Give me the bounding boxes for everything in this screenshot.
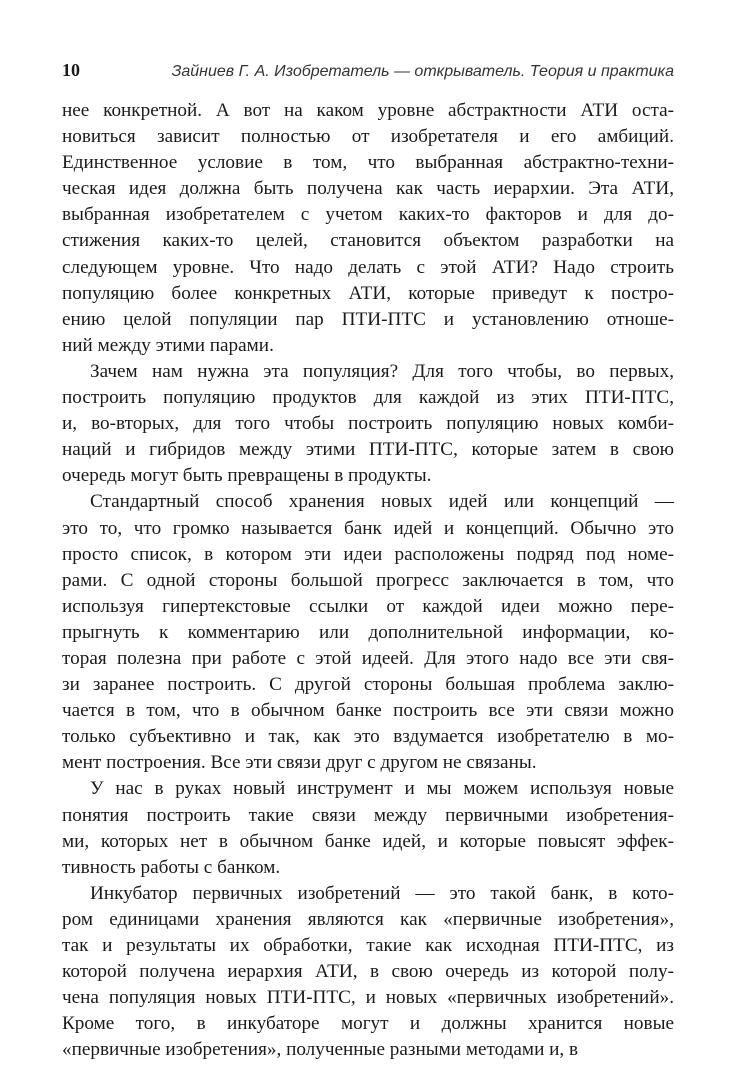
text-line: ению целой популяции пар ПТИ-ПТС и установлению отноше- xyxy=(62,308,674,330)
text-line: понятия построить такие связи между первичными изобретения- xyxy=(62,804,674,826)
text-line: Зачем нам нужна эта популяция? Для того чтобы, во первых, xyxy=(90,360,674,382)
text-line: используя гипертекстовые ссылки от каждой идеи можно пере- xyxy=(62,595,674,617)
text-line: нее конкретной. А вот на каком уровне абстрактности АТИ оста- xyxy=(62,100,674,121)
text-line: следующем уровне. Что надо делать с этой АТИ? Надо строить xyxy=(62,256,674,278)
paragraph xyxy=(62,776,674,880)
text-line: стижения каких-то целей, становится объектом разработки на xyxy=(62,230,674,252)
text-line: чается в том, что в обычном банке построить все эти связи можно xyxy=(62,700,674,722)
text-line: Инкубатор первичных изобретений — это такой банк, в кото- xyxy=(90,882,674,904)
text-line: только субъективно и так, как это вздумается изобретателю в мо- xyxy=(62,726,674,748)
running-head-title: Изобретатель — открыватель. Теория и практика xyxy=(274,63,674,80)
text-line: выбранная изобретателем с учетом каких-то факторов и для до- xyxy=(62,204,674,226)
text-line: «первичные изобретения», полученные разными методами и, в xyxy=(62,1039,579,1061)
text-line: которой получена иерархия АТИ, в свою очередь из которой полу- xyxy=(62,961,674,983)
text-line: ческая идея должна быть получена как часть иерархии. Эта АТИ, xyxy=(62,178,674,200)
text-line: это то, что громко называется банк идей и концепций. Обычно это xyxy=(62,517,674,539)
paragraph xyxy=(62,359,674,489)
running-head xyxy=(172,63,674,81)
text-line: и, во-вторых, для того чтобы построить популяцию новых комби- xyxy=(62,413,674,435)
text-line: У нас в руках новый инструмент и мы можем используя новые xyxy=(90,778,674,800)
text-line: ром единицами хранения являются как «первичные изобретения», xyxy=(62,908,674,930)
text-line: построить популяцию продуктов для каждой из этих ПТИ-ПТС, xyxy=(62,387,674,409)
text-line: Кроме того, в инкубаторе могут и должны хранится новые xyxy=(62,1013,674,1035)
paragraph xyxy=(62,881,674,1064)
text-line: чена популяция новых ПТИ-ПТС, и новых «первичных изобретений». xyxy=(62,987,674,1009)
text-line: рами. С одной стороны большой прогресс заключается в том, что xyxy=(62,569,674,591)
text-line: ний между этими парами. xyxy=(62,334,274,356)
text-line: новиться зависит полностью от изобретателя и его амбиций. xyxy=(62,126,674,148)
text-line: Единственное условие в том, что выбранная абстрактно-техни- xyxy=(62,152,674,174)
text-line: просто список, в котором эти идеи расположены подряд под номе- xyxy=(62,543,674,565)
page-number: 10 xyxy=(62,60,80,80)
paragraph xyxy=(62,98,674,359)
text-line: очередь могут быть превращены в продукты. xyxy=(62,465,432,487)
page-header xyxy=(62,60,674,81)
running-head-author: Зайниев Г. А. xyxy=(171,63,270,80)
text-line: тивность работы с банком. xyxy=(62,856,281,878)
text-line: зи заранее построить. С другой стороны большая проблема заклю- xyxy=(62,674,674,696)
text-line: мент построения. Все эти связи друг с другом не связаны. xyxy=(62,752,537,774)
text-line: прыгнуть к комментарию или дополнительной информации, ко- xyxy=(62,621,674,643)
body-text xyxy=(62,98,674,1063)
text-line: наций и гибридов между этими ПТИ-ПТС, которые затем в свою xyxy=(62,439,674,461)
text-line: Стандартный способ хранения новых идей или концепций — xyxy=(90,491,674,513)
paragraph xyxy=(62,489,674,776)
text-line: так и результаты их обработки, такие как исходная ПТИ-ПТС, из xyxy=(62,935,674,956)
text-line: торая полезна при работе с этой идеей. Для этого надо все эти свя- xyxy=(62,647,674,669)
text-line: популяцию более конкретных АТИ, которые приведут к постро- xyxy=(62,282,674,304)
text-line: ми, которых нет в обычном банке идей, и которые повысят эффек- xyxy=(62,830,674,852)
